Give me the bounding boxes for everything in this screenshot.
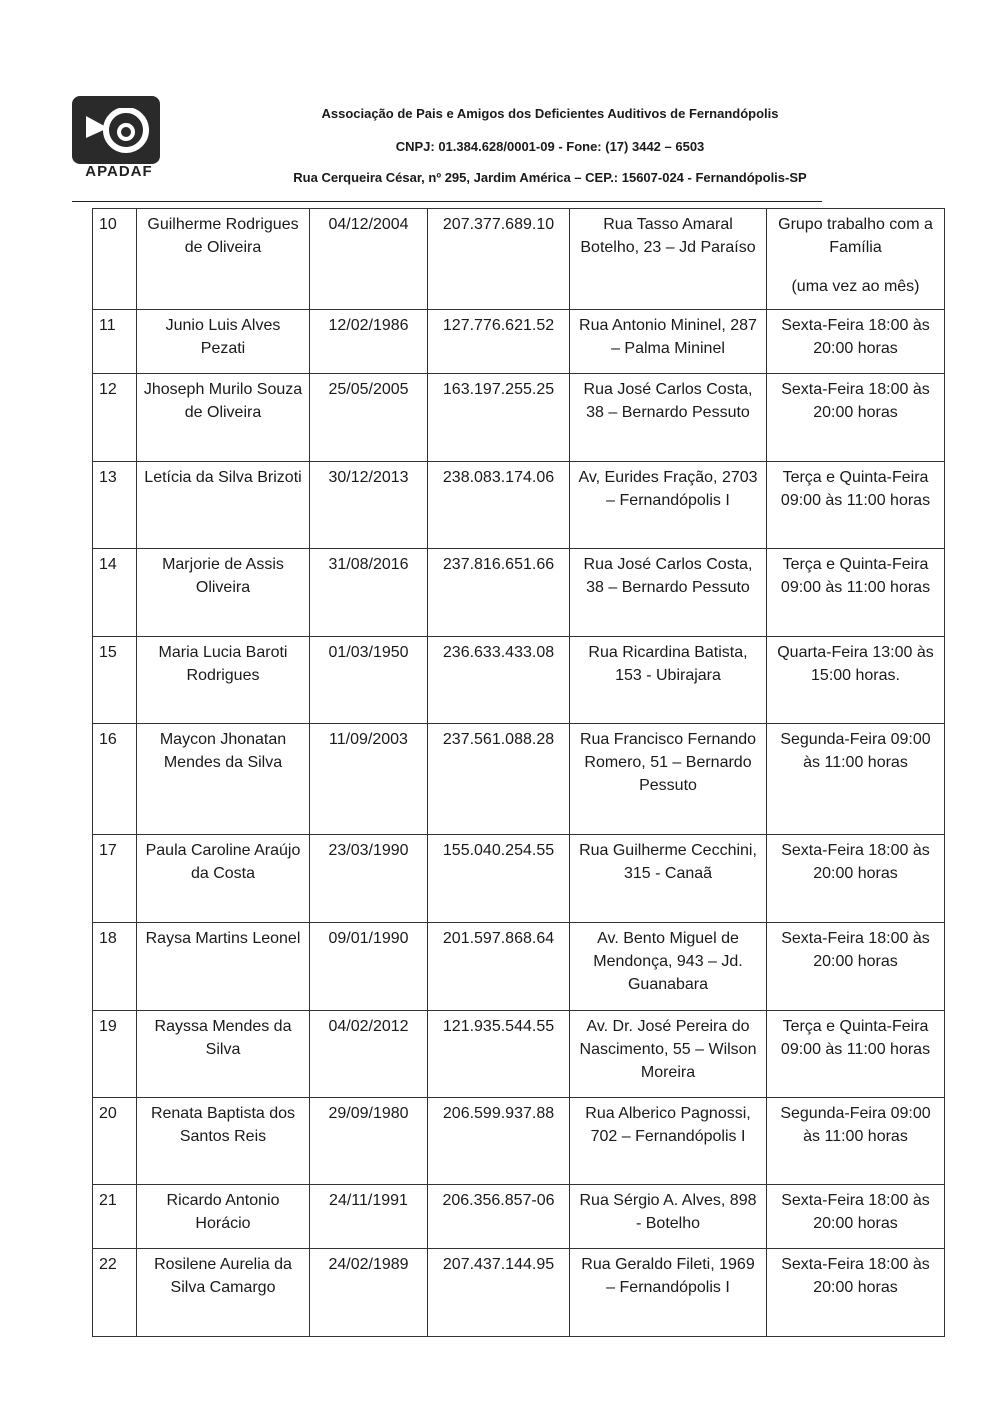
student-name-cell (137, 923, 310, 1011)
student-name-cell (137, 209, 310, 310)
birth-date-cell (310, 1185, 428, 1249)
birth-date: 11/09/2003 (329, 731, 408, 748)
row-number-cell (93, 637, 137, 724)
birth-date-cell (310, 724, 428, 835)
document-number-cell (428, 310, 570, 374)
address-cell (570, 374, 767, 462)
address-cell (570, 1098, 767, 1185)
birth-date: 24/02/1989 (328, 1256, 409, 1273)
table-row (93, 374, 945, 462)
document-number-cell (428, 374, 570, 462)
address: Av. Bento Miguel de Mendonça, 943 – Jd. Guanabara (593, 930, 743, 993)
logo-mark (72, 96, 160, 164)
row-number: 15 (99, 644, 117, 661)
org-cnpj-phone: CNPJ: 01.384.628/0001-09 - Fone: (17) 3442 – 6503 (395, 139, 705, 154)
schedule: Sexta-Feira 18:00 às 20:00 horas (781, 930, 930, 970)
document-number-cell (428, 1249, 570, 1337)
schedule-cell (767, 1185, 945, 1249)
student-name: Rosilene Aurelia da Silva Camargo (154, 1256, 292, 1296)
student-name-cell (137, 462, 310, 549)
document-number: 207.377.689.10 (442, 216, 555, 233)
row-number-cell (93, 1098, 137, 1185)
schedule: Segunda-Feira 09:00 às 11:00 horas (780, 1105, 931, 1145)
schedule: Terça e Quinta-Feira 09:00 às 11:00 horas (780, 469, 931, 509)
student-name: Guilherme Rodrigues de Oliveira (147, 216, 299, 256)
birth-date: 04/02/2012 (328, 1018, 409, 1035)
document-number: 127.776.621.52 (442, 317, 555, 334)
row-number: 11 (99, 317, 116, 334)
birth-date: 23/03/1990 (328, 842, 409, 859)
student-name: Raysa Martins Leonel (145, 930, 301, 947)
row-number-cell (93, 1011, 137, 1098)
apadaf-logo (72, 96, 162, 186)
student-name-cell (137, 549, 310, 637)
row-number-cell (93, 462, 137, 549)
student-name-cell (137, 1185, 310, 1249)
address-cell (570, 1249, 767, 1337)
header-divider (72, 201, 822, 202)
row-number-cell (93, 549, 137, 637)
birth-date-cell (310, 310, 428, 374)
student-name: Marjorie de Assis Oliveira (162, 556, 284, 596)
document-number: 207.437.144.95 (442, 1256, 555, 1273)
student-name-cell (137, 310, 310, 374)
row-number: 20 (99, 1105, 117, 1122)
row-number: 16 (99, 731, 117, 748)
document-number: 206.356.857-06 (442, 1192, 555, 1209)
schedule-cell (767, 835, 945, 923)
row-number-cell (93, 923, 137, 1011)
document-number-cell (428, 1185, 570, 1249)
registry-table (92, 208, 945, 1337)
table-row (93, 549, 945, 637)
document-number-cell (428, 1011, 570, 1098)
document-number-cell (428, 462, 570, 549)
document-number-cell (428, 1098, 570, 1185)
org-address: Rua Cerqueira César, nº 295, Jardim América – CEP.: 15607-024 - Fernandópolis-SP (293, 170, 807, 185)
row-number-cell (93, 1249, 137, 1337)
row-number: 13 (99, 469, 117, 486)
schedule-cell (767, 724, 945, 835)
document-number-cell (428, 923, 570, 1011)
document-number: 238.083.174.06 (442, 469, 555, 486)
table-row (93, 724, 945, 835)
document-number-cell (428, 209, 570, 310)
birth-date: 29/09/1980 (328, 1105, 409, 1122)
address-cell (570, 462, 767, 549)
schedule-cell (767, 549, 945, 637)
birth-date: 09/01/1990 (328, 930, 409, 947)
birth-date-cell (310, 1249, 428, 1337)
student-name: Maycon Jhonatan Mendes da Silva (159, 731, 287, 771)
schedule-cell (767, 637, 945, 724)
row-number-cell (93, 835, 137, 923)
schedule-cell (767, 462, 945, 549)
birth-date-cell (310, 835, 428, 923)
table-row (93, 637, 945, 724)
schedule-cell (767, 1249, 945, 1337)
row-number: 12 (99, 381, 117, 398)
birth-date-cell (310, 462, 428, 549)
table-row (93, 462, 945, 549)
schedule: Sexta-Feira 18:00 às 20:00 horas (781, 381, 930, 421)
student-name-cell (137, 724, 310, 835)
row-number: 10 (99, 216, 117, 233)
student-name: Jhoseph Murilo Souza de Oliveira (143, 381, 303, 421)
address: Rua Alberico Pagnossi, 702 – Fernandópolis I (585, 1105, 751, 1145)
birth-date-cell (310, 637, 428, 724)
table-row (93, 923, 945, 1011)
schedule-cell (767, 923, 945, 1011)
address-cell (570, 1011, 767, 1098)
birth-date-cell (310, 374, 428, 462)
schedule-cell (767, 209, 945, 310)
table-row (93, 1098, 945, 1185)
student-name: Junio Luis Alves Pezati (165, 317, 281, 357)
student-name-cell (137, 1011, 310, 1098)
birth-date-cell (310, 549, 428, 637)
birth-date: 04/12/2004 (328, 216, 409, 233)
schedule: Segunda-Feira 09:00 às 11:00 horas (780, 731, 931, 771)
student-name-cell (137, 835, 310, 923)
address-cell (570, 1185, 767, 1249)
schedule: Sexta-Feira 18:00 às 20:00 horas (781, 842, 930, 882)
document-number: 237.816.651.66 (442, 556, 555, 573)
table-row (93, 1249, 945, 1337)
birth-date-cell (310, 1011, 428, 1098)
document-number-cell (428, 549, 570, 637)
birth-date-cell (310, 923, 428, 1011)
address-cell (570, 209, 767, 310)
document-number: 206.599.937.88 (442, 1105, 555, 1122)
row-number: 22 (99, 1256, 117, 1273)
table-row (93, 835, 945, 923)
ear-icon (72, 96, 160, 164)
row-number: 21 (99, 1192, 117, 1209)
student-name: Ricardo Antonio Horácio (166, 1192, 280, 1232)
row-number: 14 (99, 556, 117, 573)
row-number: 18 (99, 930, 117, 947)
birth-date: 30/12/2013 (328, 469, 409, 486)
row-number-cell (93, 310, 137, 374)
document-number: 163.197.255.25 (442, 381, 555, 398)
document-number: 201.597.868.64 (442, 930, 555, 947)
address-cell (570, 724, 767, 835)
schedule: Sexta-Feira 18:00 às 20:00 horas (781, 1192, 930, 1232)
student-name: Paula Caroline Araújo da Costa (145, 842, 301, 882)
address: Rua Guilherme Cecchini, 315 - Canaã (579, 842, 757, 882)
student-name-cell (137, 1098, 310, 1185)
schedule-cell (767, 374, 945, 462)
logo-text: APADAF (85, 163, 153, 180)
address: Rua José Carlos Costa, 38 – Bernardo Pessuto (583, 381, 753, 421)
row-number-cell (93, 1185, 137, 1249)
address-cell (570, 310, 767, 374)
address: Rua Tasso Amaral Botelho, 23 – Jd Paraíso (580, 216, 756, 256)
student-name: Renata Baptista dos Santos Reis (150, 1105, 296, 1145)
student-name-cell (137, 1249, 310, 1337)
student-name: Maria Lucia Baroti Rodrigues (158, 644, 288, 684)
table-row (93, 1011, 945, 1098)
document-number-cell (428, 637, 570, 724)
address: Rua Antonio Mininel, 287 – Palma Mininel (579, 317, 757, 357)
schedule: Terça e Quinta-Feira 09:00 às 11:00 horas (780, 556, 931, 596)
schedule-cell (767, 1011, 945, 1098)
table-row (93, 209, 945, 310)
student-name: Letícia da Silva Brizoti (144, 469, 302, 486)
document-number: 121.935.544.55 (442, 1018, 555, 1035)
student-name-cell (137, 637, 310, 724)
address: Rua Francisco Fernando Romero, 51 – Bernardo Pessuto (579, 731, 757, 794)
birth-date: 12/02/1986 (328, 317, 409, 334)
address: Rua Ricardina Batista, 153 - Ubirajara (588, 644, 748, 684)
schedule-cell (767, 1098, 945, 1185)
student-name: Rayssa Mendes da Silva (154, 1018, 292, 1058)
schedule-note: (uma vez ao mês) (791, 278, 920, 295)
birth-date: 31/08/2016 (328, 556, 409, 573)
address-cell (570, 923, 767, 1011)
document-number: 237.561.088.28 (442, 731, 555, 748)
address-cell (570, 637, 767, 724)
schedule: Grupo trabalho com a Família (778, 216, 933, 256)
schedule: Quarta-Feira 13:00 às 15:00 horas. (777, 644, 934, 684)
birth-date: 25/05/2005 (328, 381, 409, 398)
document-number: 236.633.433.08 (442, 644, 555, 661)
table-row (93, 310, 945, 374)
schedule-cell (767, 310, 945, 374)
row-number-cell (93, 724, 137, 835)
schedule: Sexta-Feira 18:00 às 20:00 horas (781, 1256, 930, 1296)
address-cell (570, 835, 767, 923)
birth-date: 01/03/1950 (328, 644, 409, 661)
birth-date-cell (310, 209, 428, 310)
birth-date: 24/11/1991 (329, 1192, 408, 1209)
address: Av, Eurides Fração, 2703 – Fernandópolis I (578, 469, 758, 509)
address: Rua Sérgio A. Alves, 898 - Botelho (579, 1192, 757, 1232)
birth-date-cell (310, 1098, 428, 1185)
row-number-cell (93, 374, 137, 462)
document-number-cell (428, 835, 570, 923)
document-number: 155.040.254.55 (442, 842, 555, 859)
org-name: Associação de Pais e Amigos dos Deficientes Auditivos de Fernandópolis (321, 106, 779, 121)
address: Av. Dr. José Pereira do Nascimento, 55 – Wilson Moreira (579, 1018, 757, 1081)
row-number: 17 (99, 842, 117, 859)
schedule: Sexta-Feira 18:00 às 20:00 horas (781, 317, 930, 357)
row-number: 19 (99, 1018, 117, 1035)
address-cell (570, 549, 767, 637)
row-number-cell (93, 209, 137, 310)
student-name-cell (137, 374, 310, 462)
schedule: Terça e Quinta-Feira 09:00 às 11:00 horas (780, 1018, 931, 1058)
address: Rua José Carlos Costa, 38 – Bernardo Pessuto (583, 556, 753, 596)
table-row (93, 1185, 945, 1249)
document-number-cell (428, 724, 570, 835)
address: Rua Geraldo Fileti, 1969 – Fernandópolis I (581, 1256, 755, 1296)
